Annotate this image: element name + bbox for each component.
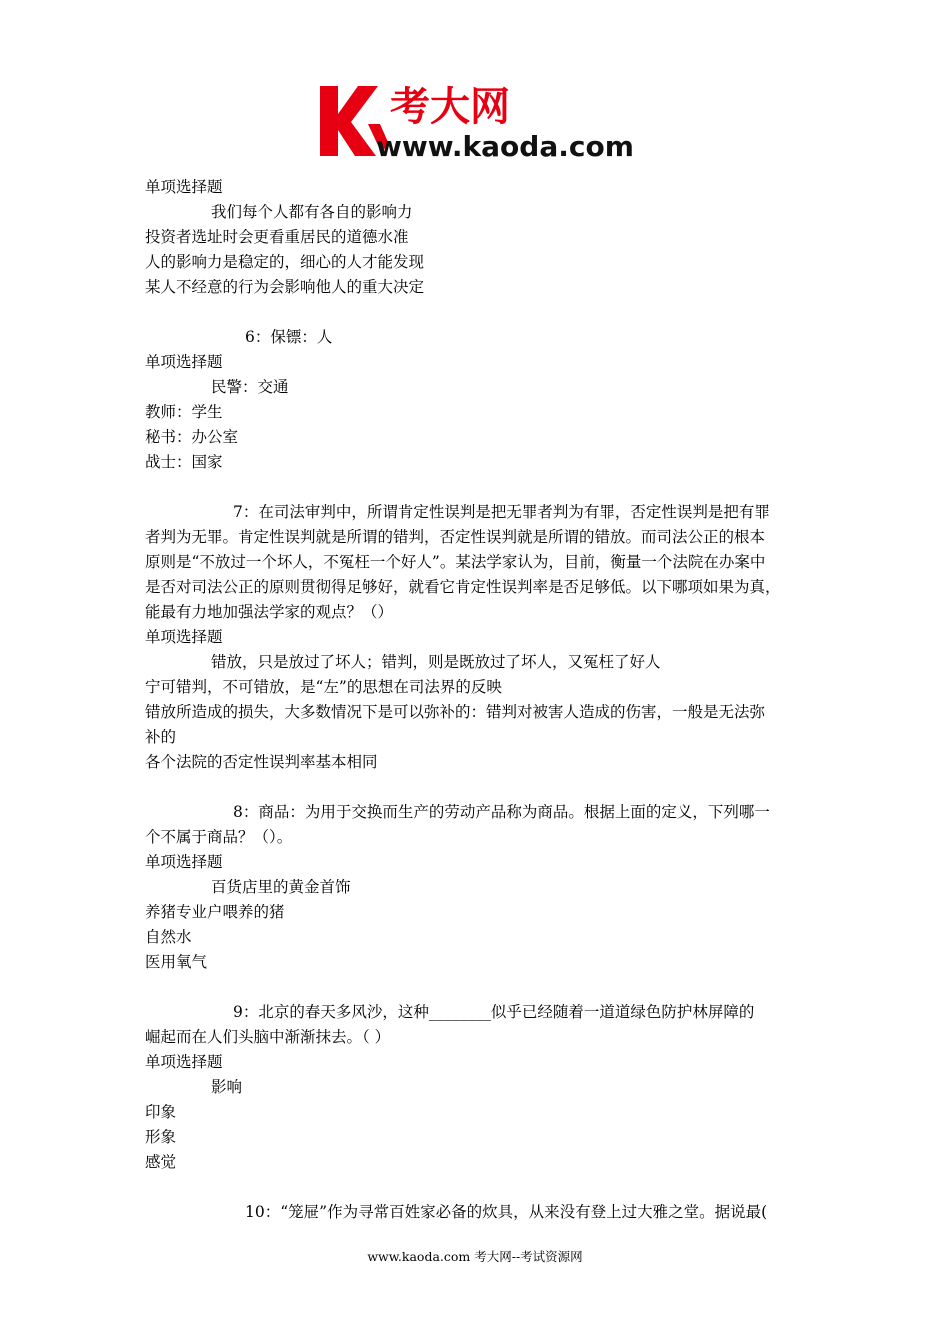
question-8-stem-line: 个不属于商品？（）。 [145,828,293,846]
question-type-label: 单项选择题 [145,178,223,196]
question-9-stem-line: 9：北京的春天多风沙，这种________似乎已经随着一道道绿色防护林屏障的 [233,1003,755,1021]
option-a: 错放，只是放过了坏人；错判，则是既放过了坏人，又冤枉了好人 [211,653,661,671]
option-c: 秘书：办公室 [145,428,239,446]
option-a: 民警：交通 [211,378,289,396]
option-c: 人的影响力是稳定的，细心的人才能发现 [145,253,425,271]
question-type-label: 单项选择题 [145,853,223,871]
document-body [145,175,820,1225]
option-d: 某人不经意的行为会影响他人的重大决定 [145,278,425,296]
logo-url: www.kaoda.com [376,130,634,162]
question-type-label: 单项选择题 [145,353,223,371]
question-type-label: 单项选择题 [145,1053,223,1071]
kaoda-logo [318,80,638,162]
option-d: 战士：国家 [145,453,223,471]
option-d: 各个法院的否定性误判率基本相同 [145,753,378,771]
question-type-label: 单项选择题 [145,628,223,646]
question-10-stem: 10：“笼屉”作为寻常百姓家必备的炊具，从来没有登上过大雅之堂。据说最( [245,1203,768,1221]
question-7-stem-line: 者判为无罪。肯定性误判就是所谓的错判，否定性误判就是所谓的错放。而司法公正的根本 [145,528,766,546]
question-9-stem-line: 崛起而在人们头脑中渐渐抹去。（ ） [145,1028,391,1046]
option-b: 养猪专业户喂养的猪 [145,903,285,921]
question-7-stem-line: 是否对司法公正的原则贯彻得足够好，就看它肯定性误判率是否足够低。以下哪项如果为真， [145,578,781,596]
question-6-stem: 6：保镖：人 [245,328,333,346]
question-7-stem-line: 7：在司法审判中，所谓肯定性误判是把无罪者判为有罪，否定性误判是把有罪 [233,503,770,521]
option-b: 投资者选址时会更看重居民的道德水准 [145,228,409,246]
option-a: 影响 [211,1078,243,1096]
option-b: 印象 [145,1103,177,1121]
option-d: 感觉 [145,1153,177,1171]
option-b: 教师：学生 [145,403,223,421]
question-7-stem-line: 原则是“不放过一个坏人，不冤枉一个好人”。某法学家认为，目前，衡量一个法院在办案中 [145,553,766,571]
option-a: 我们每个人都有各自的影响力 [211,203,413,221]
question-8-stem-line: 8：商品：为用于交换而生产的劳动产品称为商品。根据上面的定义，下列哪一 [233,803,770,821]
option-d: 医用氧气 [145,953,208,971]
option-c: 形象 [145,1128,177,1146]
option-c: 自然水 [145,928,192,946]
question-7-stem-line: 能最有力地加强法学家的观点？（） [145,603,394,621]
option-c: 错放所造成的损失，大多数情况下是可以弥补的：错判对被害人造成的伤害，一般是无法弥 [145,703,766,721]
page-footer: www.kaoda.com 考大网--考试资源网 [367,1249,583,1264]
option-c-continued: 补的 [145,728,177,746]
option-a: 百货店里的黄金首饰 [211,878,351,896]
option-b: 宁可错判，不可错放，是“左”的思想在司法界的反映 [145,678,502,696]
logo-brand: 考大网 [390,84,510,130]
